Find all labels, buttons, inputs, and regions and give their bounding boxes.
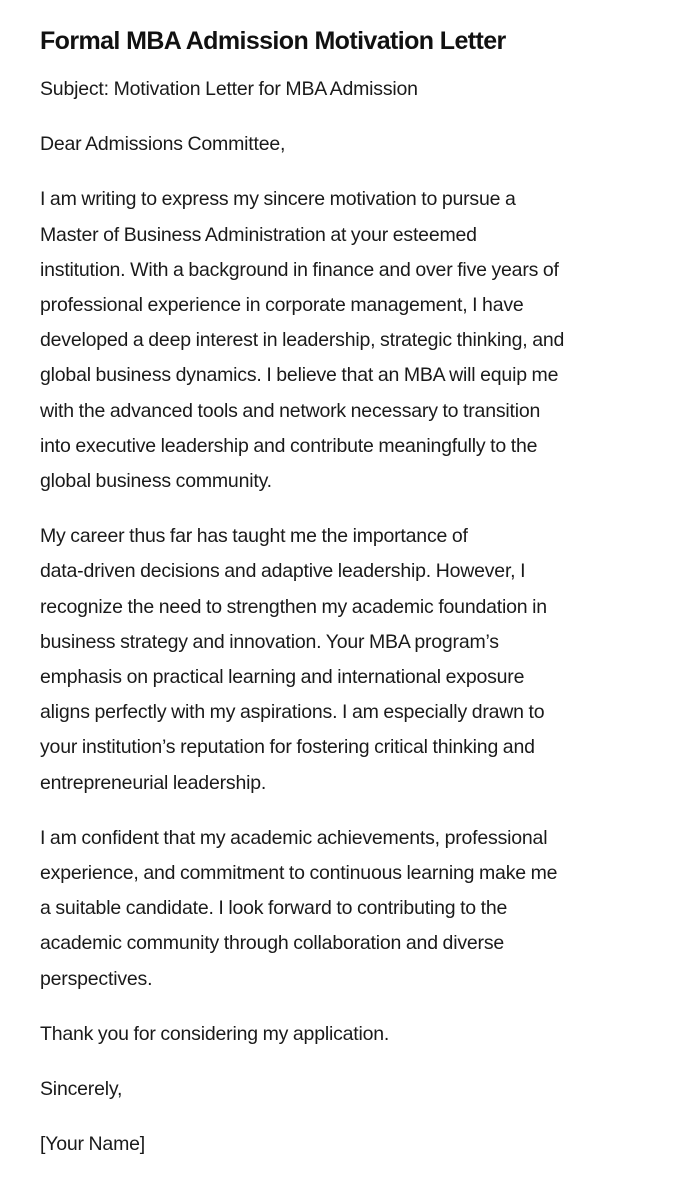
text-line: business strategy and innovation. Your MBA program’s — [40, 630, 499, 653]
text-line: recognize the need to strengthen my academic foundation in — [40, 595, 547, 618]
text-line: emphasis on practical learning and international exposure — [40, 666, 525, 689]
signature-placeholder: [Your Name] — [40, 1133, 145, 1156]
text-line: developed a deep interest in leadership, strategic thinking, and — [40, 329, 565, 352]
text-line: My career thus far has taught me the importance of — [40, 525, 468, 548]
text-line: experience, and commitment to continuous learning make me — [40, 862, 558, 885]
text-line: professional experience in corporate management, I have — [40, 294, 524, 317]
text-line: perspectives. — [40, 967, 153, 990]
text-line: global business community. — [40, 470, 272, 493]
text-line: global business dynamics. I believe that an MBA will equip me — [40, 364, 559, 387]
text-line: into executive leadership and contribute meaningfully to the — [40, 434, 538, 457]
text-line: academic community through collaboration and diverse — [40, 932, 505, 955]
subject-line: Subject: Motivation Letter for MBA Admission — [40, 78, 418, 100]
page-title: Formal MBA Admission Motivation Letter — [40, 27, 506, 55]
text-line: with the advanced tools and network necessary to transition — [40, 399, 541, 422]
text-line: entrepreneurial leadership. — [40, 771, 267, 794]
body-paragraph-1 — [40, 182, 660, 499]
text-line: a suitable candidate. I look forward to contributing to the — [40, 897, 508, 920]
text-line: institution. With a background in finance and over five years of — [40, 258, 559, 281]
signoff: Sincerely, — [40, 1078, 123, 1101]
body-paragraph-2 — [40, 519, 660, 801]
salutation: Dear Admissions Committee, — [40, 133, 286, 156]
text-line: data-driven decisions and adaptive leadership. However, I — [40, 560, 526, 583]
body-paragraph-3 — [40, 821, 660, 997]
text-line: I am confident that my academic achievements, professional — [40, 826, 548, 849]
closing-thanks: Thank you for considering my application. — [40, 1022, 390, 1045]
text-line: I am writing to express my sincere motivation to pursue a — [40, 188, 516, 211]
text-line: aligns perfectly with my aspirations. I am especially drawn to — [40, 701, 545, 724]
text-line: Master of Business Administration at your esteemed — [40, 223, 477, 246]
text-line: your institution’s reputation for fostering critical thinking and — [40, 736, 535, 759]
